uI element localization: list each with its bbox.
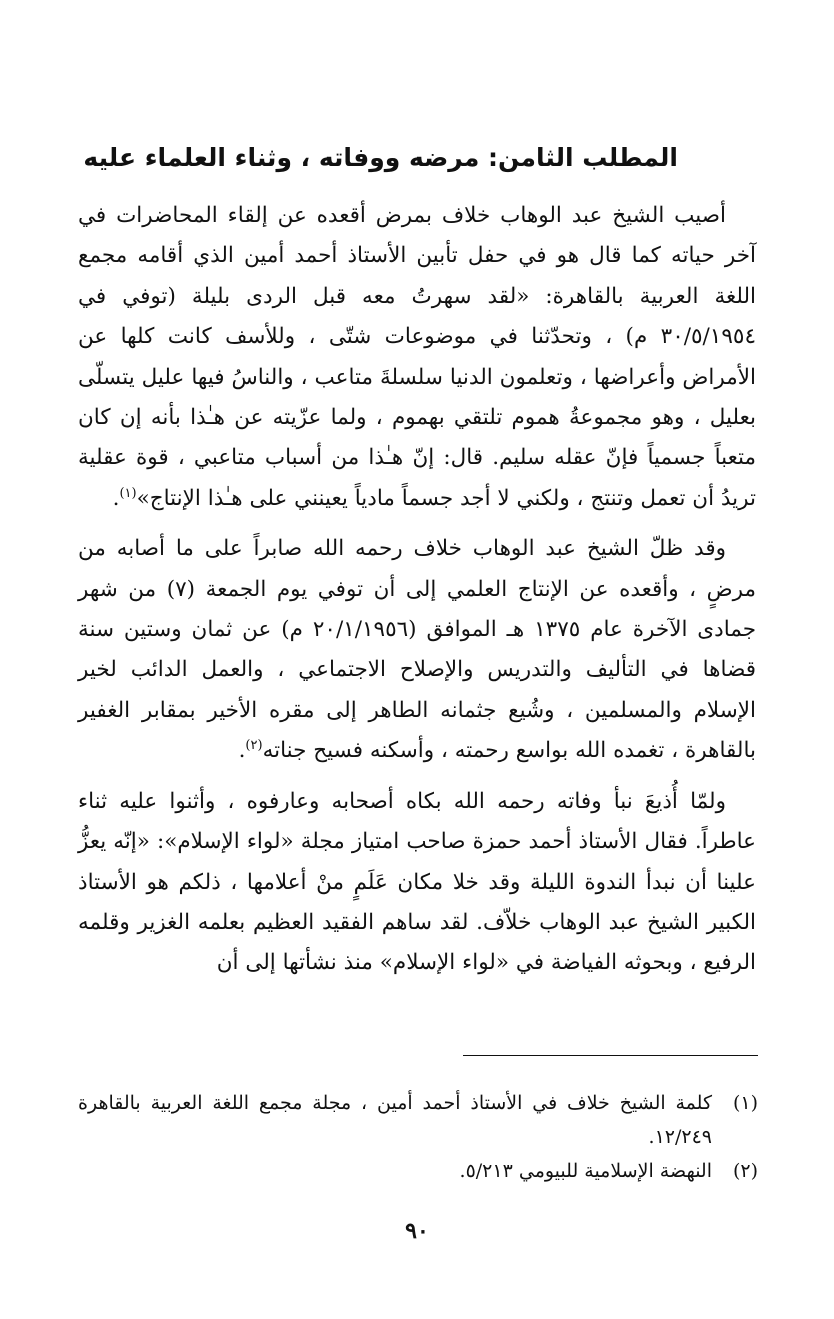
footnote-ref-2: (٢) xyxy=(245,738,263,754)
body-text xyxy=(78,196,756,994)
footnote-separator xyxy=(463,1055,758,1056)
footnote-1-number: (١) xyxy=(732,1092,758,1114)
paragraph-1 xyxy=(78,196,756,519)
paragraph-2 xyxy=(78,529,756,771)
footnote-1 xyxy=(78,1086,758,1154)
paragraph-2-text: وقد ظلّ الشيخ عبد الوهاب خلاف رحمه الله صابراً على ما أصابه من مرضٍ ، وأقعده عن الإنتاج العلمي إلى أن توفي يوم الجمعة (٧) من شهر جمادى الآخرة عام ١٣٧٥ هـ الموافق (٢٠/١/١٩٥٦ م) عن ثمان وستين سنة قضاها في التأليف والتدريس والإصلاح الاجتماعي ، والعمل الدائب لخير الإسلام والمسلمين ، وشُيع جثمانه الطاهر إلى مقره الأخير بمقابر الغفير بالقاهرة ، تغمده الله بواسع رحمته ، وأسكنه فسيح جناته xyxy=(78,536,756,764)
paragraph-1-text: أصيب الشيخ عبد الوهاب خلاف بمرض أقعده عن إلقاء المحاضرات في آخر حياته كما قال هو في حفل تأبين الأستاذ أحمد أمين الذي أقامه مجمع اللغة العربية بالقاهرة: «لقد سهرتُ معه قبل الردى بليلة (توفي في ٣٠/٥/١٩٥٤ م) ، وتحدّثنا في موضوعات شتّى ، وللأسف كانت كلها عن الأمراض وأعراضها ، وتعلمون الدنيا سلسلةَ متاعب ، والناسُ فيها عليل يتسلّى بعليل ، وهو مجموعةُ هموم تلتقي بهموم ، ولما عزّيته عن هـٰذا بأنه إن كان متعباً جسمياً فإنّ عقله سليم. قال: إنّ هـٰذا من أسباب متاعبي ، قوة عقلية تريدُ أن تعمل وتنتج ، ولكني لا أجد جسماً مادياً يعينني على هـٰذا الإنتاج» xyxy=(78,203,756,511)
footnote-1-text: كلمة الشيخ خلاف في الأستاذ أحمد أمين ، مجلة مجمع اللغة العربية بالقاهرة ١٢/٢٤٩. xyxy=(78,1092,712,1148)
section-heading: المطلب الثامن: مرضه ووفاته ، وثناء العلماء عليه xyxy=(83,143,678,172)
page-number: ٩٠ xyxy=(405,1218,429,1244)
footnote-2-text: النهضة الإسلامية للبيومي ٥/٢١٣. xyxy=(459,1160,712,1182)
footnote-2 xyxy=(78,1154,758,1188)
paragraph-1-tail: . xyxy=(112,485,120,511)
paragraph-2-tail: . xyxy=(238,738,246,764)
paragraph-3 xyxy=(78,782,756,984)
footnote-ref-1: (١) xyxy=(119,485,137,501)
paragraph-3-text: ولمّا أُذيعَ نبأ وفاته رحمه الله بكاه أصحابه وعارفوه ، وأثنوا عليه ثناء عاطراً. فقال الأستاذ أحمد حمزة صاحب امتياز مجلة «لواء الإسلام»: «إنّه يعزُّ علينا أن نبدأ الندوة الليلة وقد خلا مكان عَلَمٍ منْ أعلامها ، ذلكم هو الأستاذ الكبير الشيخ عبد الوهاب خلاّف. لقد ساهم الفقيد العظيم بعلمه الغزير وقلمه الرفيع ، وبحوثه الفياضة في «لواء الإسلام» منذ نشأتها إلى أن xyxy=(78,788,756,976)
footnotes xyxy=(78,1086,758,1188)
footnote-2-number: (٢) xyxy=(732,1160,758,1182)
